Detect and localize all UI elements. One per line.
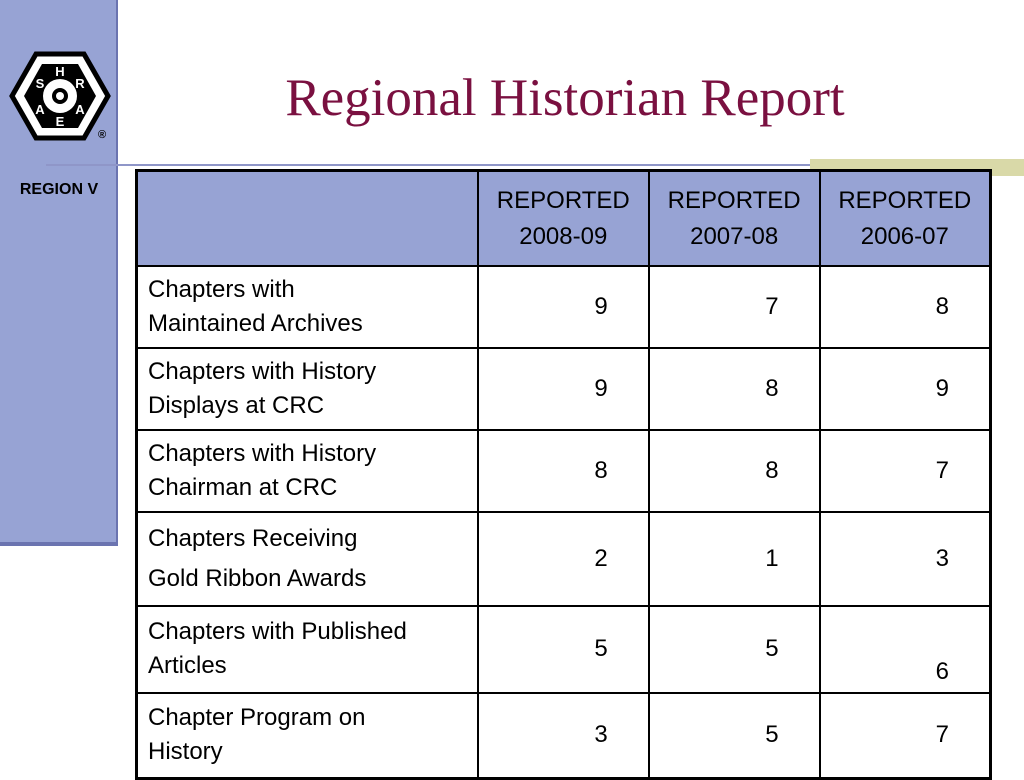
value-cell: 2 (478, 512, 649, 606)
value-cell: 5 (478, 606, 649, 693)
table-row (137, 512, 991, 606)
value-cell: 5 (649, 693, 820, 779)
logo-letter-h: H (55, 64, 65, 79)
value-cell: 7 (820, 693, 991, 779)
table-row (137, 348, 991, 430)
value-cell: 8 (649, 430, 820, 512)
title-divider (46, 164, 810, 166)
row-label: Chapters with Maintained Archives (137, 266, 478, 348)
row-label: Chapters with Published Articles (137, 606, 478, 693)
row-label: Chapters with History Chairman at CRC (137, 430, 478, 512)
table-header-row (137, 171, 991, 266)
value-cell: 9 (478, 348, 649, 430)
value-cell: 9 (478, 266, 649, 348)
value-cell: 8 (649, 348, 820, 430)
logo-letter-e: E (55, 114, 65, 129)
value-cell: 5 (649, 606, 820, 693)
ashrae-logo (6, 48, 114, 144)
header-blank-cell (137, 171, 478, 266)
report-table (135, 169, 992, 780)
region-label: REGION V (19, 181, 99, 198)
header-2008-09: REPORTED 2008-09 (478, 171, 649, 266)
logo-letter-r: R (75, 76, 85, 91)
row-label: Chapter Program on History (137, 693, 478, 779)
row-label: Chapters with History Displays at CRC (137, 348, 478, 430)
value-cell: 7 (649, 266, 820, 348)
logo-letter-a-left: A (35, 102, 45, 117)
page-title: Regional Historian Report (285, 69, 845, 127)
table-row (137, 430, 991, 512)
value-cell: 1 (649, 512, 820, 606)
value-cell: 8 (478, 430, 649, 512)
table-row (137, 693, 991, 779)
table-row (137, 266, 991, 348)
registered-mark: ® (98, 129, 107, 141)
row-label: Chapters Receiving Gold Ribbon Awards (137, 512, 478, 606)
logo-letter-a-right: A (75, 102, 85, 117)
value-cell: 3 (820, 512, 991, 606)
logo-letter-s: S (35, 76, 45, 91)
value-cell: 3 (478, 693, 649, 779)
table-row (137, 606, 991, 693)
header-2006-07: REPORTED 2006-07 (820, 171, 991, 266)
header-2007-08: REPORTED 2007-08 (649, 171, 820, 266)
value-cell: 8 (820, 266, 991, 348)
value-cell: 6 (820, 606, 991, 693)
value-cell: 7 (820, 430, 991, 512)
sidebar (0, 0, 118, 546)
value-cell: 9 (820, 348, 991, 430)
